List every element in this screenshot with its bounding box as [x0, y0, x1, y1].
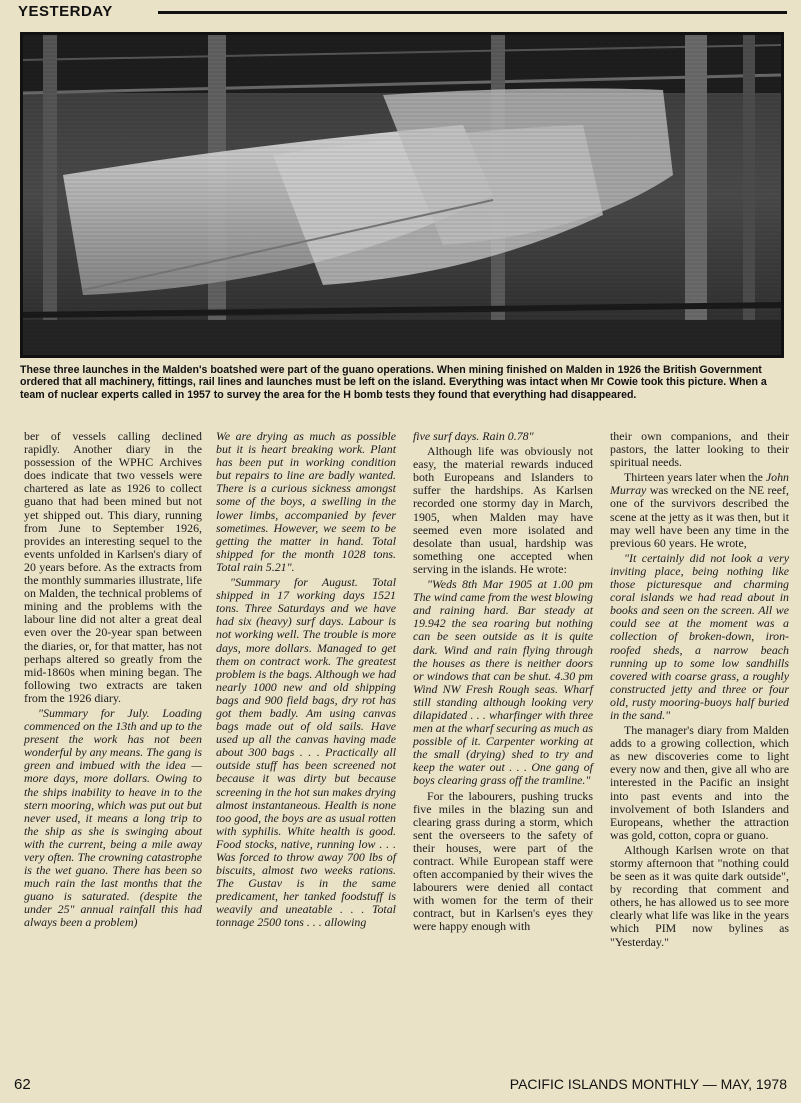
paragraph: The manager's diary from Malden adds to a growing collection, which as new discoveries come to light every now and then, give all who are interested in the Pacific an insight into past events and into the involvement of both Islanders and Europeans, whether the attraction was gold, cotton, copra or guano. [610, 723, 789, 842]
header-rule [158, 11, 787, 14]
photo-caption: These three launches in the Malden's boatshed were part of the guano operations. When mining finished on Malden in 1926 the British Government ordered that all machinery, fittings, rail lines and launches must be left on the island. Everything was intact when Mr Cowie took this picture. When a team of nuclear experts called in 1957 to survey the area for the H bomb tests they found that everything had disappeared. [20, 364, 767, 401]
publication-line: PACIFIC ISLANDS MONTHLY — MAY, 1978 [509, 1076, 787, 1092]
article-column-2 [216, 430, 396, 932]
ship-name: John Murray [610, 470, 789, 498]
boatshed-photo [20, 32, 784, 358]
article-column-4 [610, 430, 789, 951]
paragraph: Although Karlsen wrote on that stormy afternoon that "nothing could be seen as it was quite dark outside", by recording that comment and others, he has allowed us to see more clearly what life was like in the years which PIM now bylines as "Yesterday." [610, 842, 789, 949]
page-number: 62 [14, 1076, 31, 1093]
paragraph: For the labourers, pushing trucks five miles in the blazing sun and clearing grass during a storm, which sent the overseers to the safety of their houses, were part of the contract. While European staff were often accompanied by their wives the labourers were denied all contact with women for the term of their contract, but in Karlsen's eyes they were happy enough with [413, 788, 593, 934]
article-column-1 [24, 430, 202, 932]
diary-extract: "Weds 8th Mar 1905 at 1.00 pm The wind came from the west blowing and raining hard. Bar steady at 19.942 the sea roaring but nothing can be seen outside as it is quite dark. Wind and rain flying through the houses as there is neither doors or windows that can be shut. 4.30 pm Wind NW Fresh Rough seas. Wharf still standing although looking very dilapidated . . . wharfinger with three men at the wharf securing as much as possible of it. Carpenter working at the small (drying) shed to try and keep the water out . . . One gang of boys clearing grass off the tramline." [413, 577, 593, 788]
diary-extract: "Summary for July. Loading commenced on the 13th and up to the present the work has not been wonderful by any means. The gang is green and imbued with the idea — more days, more dollars. Owing to the ships inability to heave in to the stern mooring, which was put out but never used, it means a long trip to the ship as she is swinging about with the current, being a mile away very often. The crowning catastrophe is the wet guano. There has been so much rain the last months that the guano is saturated. (despite the under 25" annual rainfall this had always been a problem) [24, 705, 202, 930]
diary-extract: "Summary for August. Total shipped in 17 working days 1521 tons. Three Saturdays and we have had six (heavy) surf days. Labour is not working well. The trouble is more days, more dollars. Managed to get them on contract work. The greatest problem is the bags. Although we had nearly 1000 new and old shipping bags and 900 field bags, dry rot has got them badly. Am using canvas bags made out of old sails. Have used up all the canvas having made about 300 bags . . . Practically all outside stuff has been screened not because it was dirty but because screening in the hot sun makes drying almost instantaneous. Health is none too good, the boys are as usual rotten with syphilis. White health is good. Food stocks, native, running low . . . Was forced to throw away 700 lbs of biscuits, almost two weeks rations. The Gustav is in the same predicament, her tanked foodstuff is weavily and uneatable . . . Total tonnage 2500 tons . . . allowing [216, 575, 396, 930]
paragraph: Although life was obviously not easy, the material rewards induced both Europeans and Islanders to suffer the hardships. As Karlsen recorded one stormy day in March, 1905, when Malden may have seemed even more isolated and desolate than usual, hardship was something one accepted when serving in the islands. He wrote: [413, 444, 593, 576]
paragraph [610, 471, 789, 550]
text-run: Thirteen years later when the [624, 470, 766, 485]
boatshed-photo-image [23, 35, 781, 355]
article-column-3 [413, 430, 593, 936]
page-header [14, 0, 787, 26]
section-label: YESTERDAY [18, 3, 113, 20]
paragraph: ber of vessels calling declined rapidly. Another diary in the possession of the WPHC Archives does indicate that two vessels were chartered as late as 1926 to collect guano that had been mined but not yet shipped out. This diary, running from June to September 1926, provides an interesting sequel to the events unfolded in Karlsen's diary of 20 years before. As the extracts from the monthly summaries illustrate, life on Malden, the technical problems of mining and the problems with the labour line did not alter a great deal even over the 20-year span between the diaries, or, for that matter, has not perhaps altered so greatly from the mid-1860s when mining began. The following two extracts are taken from the 1926 diary. [24, 429, 203, 705]
text-run: was wrecked on the NE reef, one of the survivors described the scene at the jetty as it was then, but it may well have been any time in the previous 60 years. He wrote, [610, 483, 789, 550]
diary-extract: five surf days. Rain 0.78" [413, 429, 534, 443]
paragraph: their own companions, and their pastors, the latter looking to their spiritual needs. [610, 429, 789, 470]
survivor-quote: "It certainly did not look a very inviting place, being nothing like those picturesque and charming coral islands we had read about in books and seen on the screen. All we could see at the moment was a collection of broken-down, iron-roofed sheds, a narrow beach running up to some low sandhills covered with coarse grass, a roughly constructed jetty and three or four old, rusty mooring-buoys half buried in the sand." [610, 550, 789, 722]
diary-extract: We are drying as much as possible but it is heart breaking work. Plant has been put in working condition but repairs to line are badly wanted. There is a curious sickness amongst some of the boys, a swelling in the lower limbs, accompanied by fever sometimes. However, we seem to be getting the matter in hand. Total shipped for the month 1028 tons. Total rain 5.21". [216, 429, 396, 574]
